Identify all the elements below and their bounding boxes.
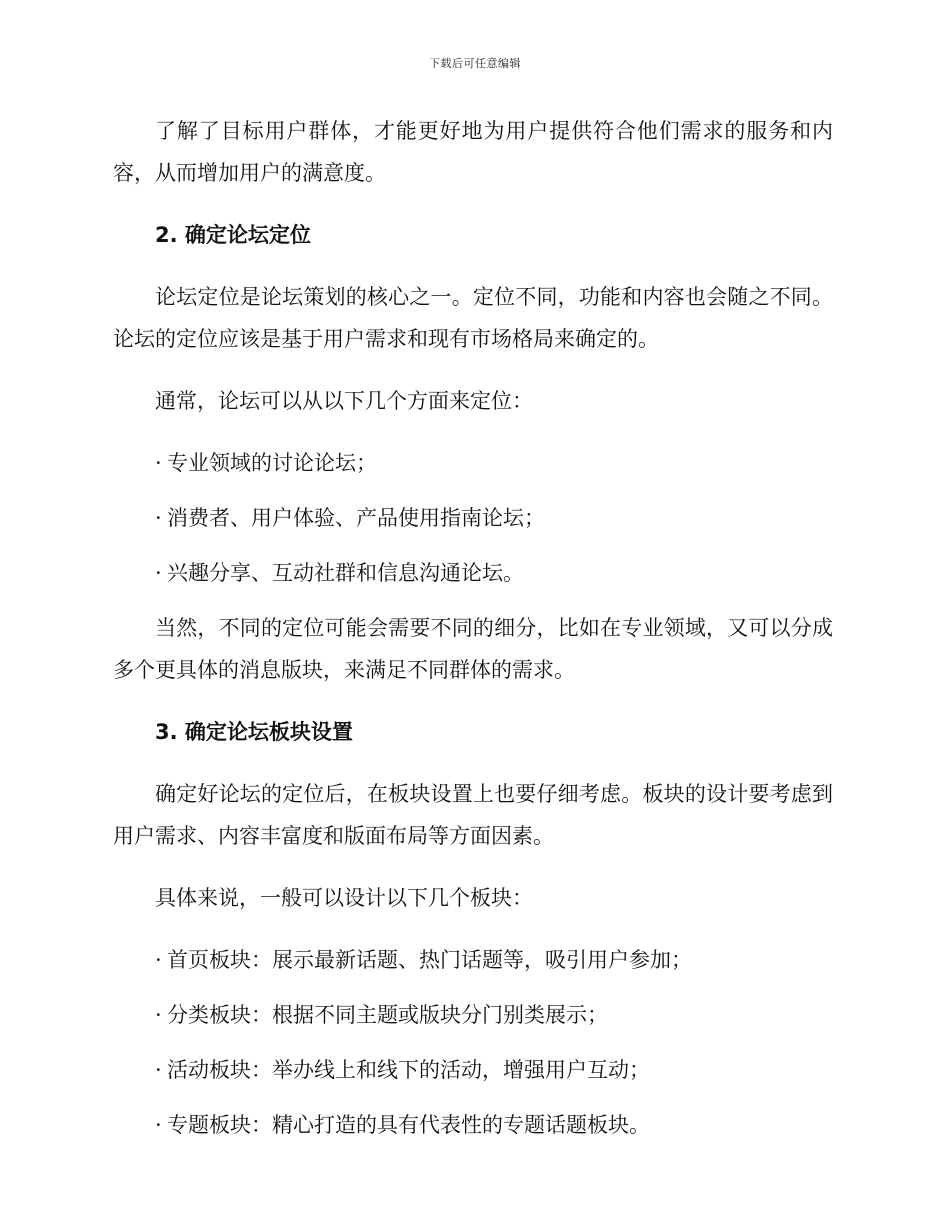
list-item-text: 专业领域的讨论论坛； — [167, 451, 377, 475]
bullet-marker: · — [155, 451, 162, 475]
list-item-text: 首页板块：展示最新话题、热门话题等，吸引用户参加； — [167, 948, 692, 972]
list-item — [113, 442, 833, 484]
heading-forum-sections: 3. 确定论坛板块设置 — [155, 720, 353, 744]
bullet-marker: · — [155, 948, 162, 972]
paragraph-user-groups: 了解了目标用户群体，才能更好地为用户提供符合他们需求的服务和内容，从而增加用户的满意度。 — [113, 119, 833, 185]
bullet-marker: · — [155, 561, 162, 585]
bullet-marker: · — [155, 1058, 162, 1082]
list-item — [113, 939, 833, 981]
bullet-marker: · — [155, 1113, 162, 1137]
list-item-text: 活动板块：举办线上和线下的活动，增强用户互动； — [167, 1058, 650, 1082]
bullet-marker: · — [155, 1003, 162, 1027]
paragraph-section-design: 确定好论坛的定位后，在板块设置上也要仔细考虑。板块的设计要考虑到用户需求、内容丰富度和版面布局等方面因素。 — [113, 782, 833, 848]
heading-forum-positioning: 2. 确定论坛定位 — [155, 223, 311, 247]
list-item — [113, 1049, 833, 1091]
list-item-text: 分类板块：根据不同主题或版块分门别类展示； — [167, 1003, 608, 1027]
list-item — [113, 994, 833, 1036]
list-item — [113, 1104, 833, 1146]
list-item — [113, 552, 833, 594]
paragraph-positioning-core: 论坛定位是论坛策划的核心之一。定位不同，功能和内容也会随之不同。论坛的定位应该是基于用户需求和现有市场格局来确定的。 — [113, 285, 833, 351]
paragraph-positioning-aspects: 通常，论坛可以从以下几个方面来定位： — [155, 389, 533, 413]
list-item — [113, 497, 833, 539]
paragraph-subdivision: 当然，不同的定位可能会需要不同的细分，比如在专业领域，又可以分成多个更具体的消息版块，来满足不同群体的需求。 — [113, 616, 833, 682]
paragraph-section-list-intro: 具体来说，一般可以设计以下几个板块： — [155, 886, 533, 910]
list-item-text: 兴趣分享、互动社群和信息沟通论坛。 — [167, 561, 524, 585]
header-note: 下载后可任意编辑 — [429, 57, 521, 70]
list-item-text: 专题板块：精心打造的具有代表性的专题话题板块。 — [167, 1113, 650, 1137]
bullet-marker: · — [155, 506, 162, 530]
document-body — [113, 110, 833, 1159]
list-item-text: 消费者、用户体验、产品使用指南论坛； — [167, 506, 545, 530]
